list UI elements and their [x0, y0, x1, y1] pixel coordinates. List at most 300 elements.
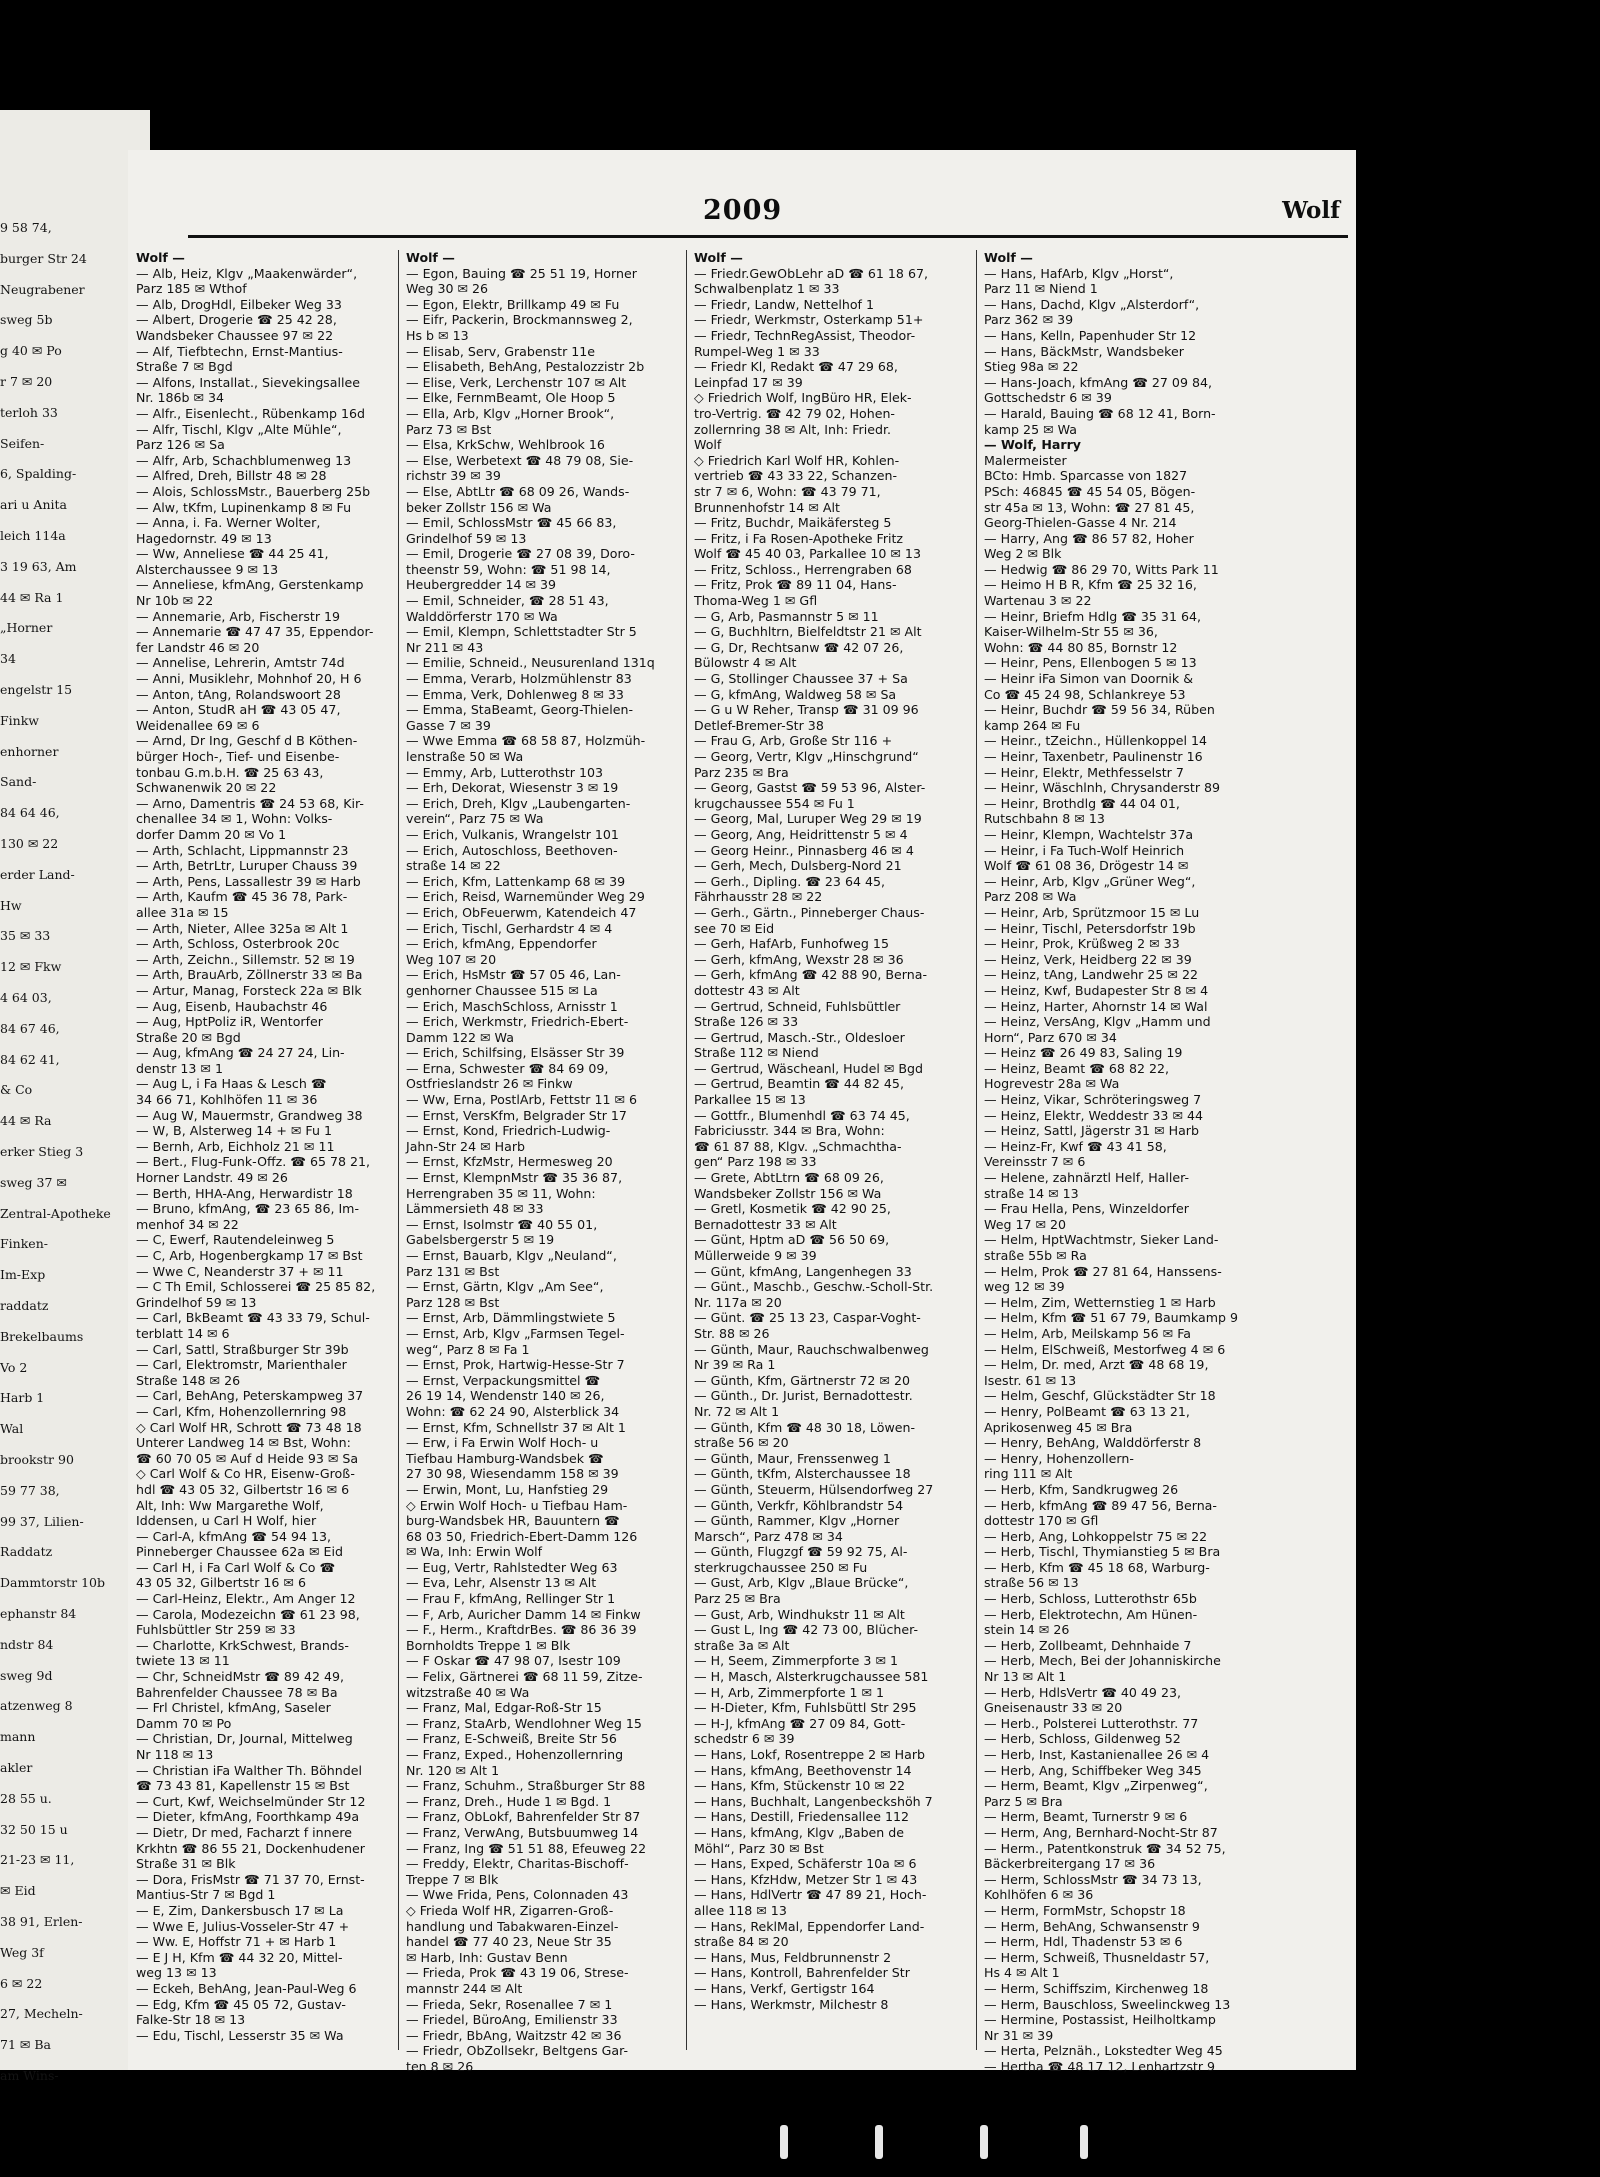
directory-entry-line: — Gertrud, Masch.-Str., Oldesloer — [694, 1029, 905, 1045]
directory-entry-line: straße 84 ✉ 20 — [694, 1934, 789, 1950]
column-heading: Wolf — — [984, 250, 1033, 265]
left-page-text: ndstr 84 — [0, 1636, 54, 1652]
directory-entry-line: — Heinz, Beamt ☎ 68 82 22, — [984, 1060, 1170, 1076]
directory-entry-line: — Alfr, Tischl, Klgv „Alte Mühle“, — [136, 421, 342, 437]
directory-entry-line: — Harry, Ang ☎ 86 57 82, Hoher — [984, 530, 1194, 546]
directory-entry-line: — Herb, Zollbeamt, Dehnhaide 7 — [984, 1637, 1192, 1653]
directory-entry-line: — Herm., Patentkonstruk ☎ 34 52 75, — [984, 1840, 1226, 1856]
directory-entry-line: Hs b ✉ 13 — [406, 327, 469, 343]
directory-entry-line: Bäckerbreitergang 17 ✉ 36 — [984, 1856, 1156, 1872]
film-mark — [1080, 2125, 1088, 2159]
directory-entry-line: Weg 107 ✉ 20 — [406, 951, 497, 967]
directory-entry-line: Horn“, Parz 670 ✉ 34 — [984, 1029, 1117, 1045]
directory-entry-line: Parz 235 ✉ Bra — [694, 764, 789, 780]
directory-entry-line: Weg 2 ✉ Blk — [984, 546, 1062, 562]
directory-entry-line: Parz 362 ✉ 39 — [984, 312, 1074, 328]
left-page-text: g 40 ✉ Po — [0, 343, 62, 359]
directory-entry-line: — Hans, Kfm, Stückenstr 10 ✉ 22 — [694, 1778, 906, 1794]
left-page-text: akler — [0, 1760, 33, 1775]
directory-entry-line: 27 30 98, Wiesendamm 158 ✉ 39 — [406, 1466, 619, 1482]
directory-entry-line: — Gretl, Kosmetik ☎ 42 90 25, — [694, 1201, 891, 1217]
directory-entry-line: — Wwe Emma ☎ 68 58 87, Holzmüh- — [406, 733, 646, 749]
directory-entry-line: — Friedr Kl, Redakt ☎ 47 29 68, — [694, 359, 898, 375]
directory-entry-line: Wohn: ☎ 62 24 90, Alsterblick 34 — [406, 1403, 620, 1419]
directory-entry-line: ten 8 ✉ 26 — [406, 2058, 474, 2074]
directory-entry-line: — Emma, Verarb, Holzmühlenstr 83 — [406, 671, 632, 687]
directory-entry-line: — Herm, Bauschloss, Sweelinckweg 13 — [984, 1996, 1231, 2012]
directory-entry-line: — Hans, Kontroll, Bahrenfelder Str — [694, 1965, 910, 1981]
directory-entry-line: — Arnd, Dr Ing, Geschf d B Köthen- — [136, 733, 358, 749]
directory-entry-line: — Günt, kfmAng, Langenhegen 33 — [694, 1263, 912, 1279]
directory-entry-line: Treppe 7 ✉ Blk — [406, 1871, 499, 1887]
directory-entry-line: — Carl, Kfm, Hohenzollernring 98 — [136, 1403, 347, 1419]
directory-entry-line: — Hermine, Postassist, Heilholtkamp — [984, 2012, 1216, 2028]
directory-entry-line: — Herb., Polsterei Lutterothstr. 77 — [984, 1715, 1199, 1731]
running-head: Wolf — [1282, 197, 1340, 224]
directory-entry-line: Gasse 7 ✉ 39 — [406, 717, 491, 733]
left-page-text: enhorner — [0, 743, 59, 759]
directory-entry-line: — Arno, Damentris ☎ 24 53 68, Kir- — [136, 795, 364, 811]
directory-entry-line: Straße 7 ✉ Bgd — [136, 359, 233, 375]
directory-entry-line: — Anton, StudR aH ☎ 43 05 47, — [136, 702, 341, 718]
directory-entry-line: — Frau G, Arb, Große Str 116 + — [694, 733, 893, 749]
directory-entry-line: Straße 112 ✉ Niend — [694, 1045, 819, 1061]
directory-entry-line: — Erich, Schilfsing, Elsässer Str 39 — [406, 1045, 625, 1061]
directory-entry-line: theenstr 59, Wohn: ☎ 51 98 14, — [406, 561, 611, 577]
directory-entry-line: — Günth, Steuerm, Hülsendorfweg 27 — [694, 1481, 934, 1497]
directory-entry-line: — Heimo H B R, Kfm ☎ 25 32 16, — [984, 577, 1197, 593]
directory-entry-line: — Georg, Gastst ☎ 59 53 96, Alster- — [694, 780, 926, 796]
directory-entry-line: — Helm, Prok ☎ 27 81 64, Hanssens- — [984, 1263, 1222, 1279]
directory-entry-line: Nr 31 ✉ 39 — [984, 2027, 1054, 2043]
directory-entry-line: Bülowstr 4 ✉ Alt — [694, 655, 797, 671]
directory-entry-line: — Alfr, Arb, Schachblumenweg 13 — [136, 452, 352, 468]
directory-entry-line: — Henry, Hohenzollern- — [984, 1450, 1134, 1466]
directory-entry-line: 34 66 71, Kohlhöfen 11 ✉ 36 — [136, 1092, 318, 1108]
page-header — [128, 195, 1356, 235]
left-page-text: erder Land- — [0, 866, 75, 882]
directory-entry-line: — Arth, BetrLtr, Luruper Chauss 39 — [136, 858, 358, 874]
directory-entry-line: ◇ Carl Wolf & Co HR, Eisenw-Groß- — [136, 1466, 355, 1482]
directory-entry-line: Leinpfad 17 ✉ 39 — [694, 374, 803, 390]
directory-entry-line: ◇ Frieda Wolf HR, Zigarren-Groß- — [406, 1902, 614, 1918]
directory-entry-line: Wohn: ☎ 44 80 85, Bornstr 12 — [984, 639, 1178, 655]
directory-entry-line: Parz 11 ✉ Niend 1 — [984, 281, 1098, 297]
directory-entry-line: — Hans, Werkmstr, Milchestr 8 — [694, 1996, 889, 2012]
left-page-text: 9 58 74, — [0, 220, 52, 235]
directory-entry-line: Horner Landstr. 49 ✉ 26 — [136, 1170, 288, 1186]
directory-entry-line: — Günth, tKfm, Alsterchaussee 18 — [694, 1466, 911, 1482]
directory-entry-line: — Dieter, kfmAng, Foorthkamp 49a — [136, 1809, 360, 1825]
directory-entry-line: str 45a ✉ 13, Wohn: ☎ 27 81 45, — [984, 499, 1195, 515]
directory-entry-line: — Frau F, kfmAng, Rellinger Str 1 — [406, 1591, 616, 1607]
directory-entry-line: zollernring 38 ✉ Alt, Inh: Friedr. — [694, 421, 891, 437]
left-page-text: & Co — [0, 1082, 33, 1098]
left-page-text: „Horner — [0, 620, 53, 636]
directory-entry-line: Aprikosenweg 45 ✉ Bra — [984, 1419, 1133, 1435]
directory-entry-line: — Carl, Elektromstr, Marienthaler — [136, 1357, 347, 1373]
directory-entry-line: — Günth., Dr. Jurist, Bernadottestr. — [694, 1388, 913, 1404]
directory-entry-line: — Arth, Nieter, Allee 325a ✉ Alt 1 — [136, 920, 349, 936]
directory-entry-line: — Frau Hella, Pens, Winzeldorfer — [984, 1201, 1189, 1217]
left-page-text: sweg 37 ✉ — [0, 1174, 67, 1190]
directory-entry-line: Kaiser-Wilhelm-Str 55 ✉ 36, — [984, 624, 1158, 640]
directory-entry-line: Wartenau 3 ✉ 22 — [984, 593, 1092, 609]
directory-entry-line: — Emmy, Arb, Lutterothstr 103 — [406, 764, 603, 780]
column-divider — [686, 250, 687, 2050]
directory-entry-line: ring 111 ✉ Alt — [984, 1466, 1073, 1482]
directory-entry-line: — Bert., Flug-Funk-Offz. ☎ 65 78 21, — [136, 1154, 371, 1170]
directory-entry-line: — Franz, ObLokf, Bahrenfelder Str 87 — [406, 1809, 641, 1825]
directory-entry-line: Parz 126 ✉ Sa — [136, 437, 225, 453]
directory-entry-line: — Aug, kfmAng ☎ 24 27 24, Lin- — [136, 1045, 345, 1061]
directory-entry-line: — Heinr, Arb, Sprützmoor 15 ✉ Lu — [984, 904, 1200, 920]
directory-entry-line: Stieg 98a ✉ 22 — [984, 359, 1079, 375]
directory-entry-line: — H-Dieter, Kfm, Fuhlsbüttl Str 295 — [694, 1700, 917, 1716]
directory-entry-line: — Ernst, Kond, Friedrich-Ludwig- — [406, 1123, 611, 1139]
directory-entry-line: Fuhlsbüttler Str 259 ✉ 33 — [136, 1622, 296, 1638]
directory-entry-line: — Carl-A, kfmAng ☎ 54 94 13, — [136, 1528, 332, 1544]
directory-entry-line: — Emma, Verk, Dohlenweg 8 ✉ 33 — [406, 686, 624, 702]
left-page-text: Finkw — [0, 712, 39, 728]
left-page-text: 84 67 46, — [0, 1020, 60, 1036]
left-page-text: Wal — [0, 1421, 24, 1437]
directory-entry-line: — Egon, Bauing ☎ 25 51 19, Horner — [406, 265, 637, 281]
left-page-text: Harb 1 — [0, 1390, 45, 1406]
directory-entry-line: weg 12 ✉ 39 — [984, 1279, 1065, 1295]
left-page-text: 84 62 41, — [0, 1051, 60, 1067]
directory-entry-line: — Hans, Kelln, Papenhuder Str 12 — [984, 327, 1197, 343]
directory-entry-line: Nr. 72 ✉ Alt 1 — [694, 1403, 780, 1419]
directory-entry-line: — F., Herm., KraftdrBes. ☎ 86 36 39 — [406, 1622, 637, 1638]
directory-entry-line: Rumpel-Weg 1 ✉ 33 — [694, 343, 820, 359]
directory-entry-line: — Christian, Dr, Journal, Mittelweg — [136, 1731, 353, 1747]
directory-page — [128, 150, 1356, 2074]
directory-entry-line: — Edg, Kfm ☎ 45 05 72, Gustav- — [136, 1996, 346, 2012]
directory-entry-line: — Günt, Hptm aD ☎ 56 50 69, — [694, 1232, 890, 1248]
directory-entry-line: Parz 73 ✉ Bst — [406, 421, 492, 437]
directory-entry-line: — Ernst, KfzMstr, Hermesweg 20 — [406, 1154, 613, 1170]
directory-entry-line: — Herm, FormMstr, Schopstr 18 — [984, 1902, 1186, 1918]
directory-entry-line: Nr. 120 ✉ Alt 1 — [406, 1762, 500, 1778]
column-heading: Wolf — — [694, 250, 743, 265]
directory-entry-line: Weg 30 ✉ 26 — [406, 281, 489, 297]
left-page-text: ✉ Eid — [0, 1883, 36, 1899]
directory-entry-line: kamp 25 ✉ Wa — [984, 421, 1078, 437]
directory-entry-line: — Dora, FrisMstr ☎ 71 37 70, Ernst- — [136, 1871, 365, 1887]
directory-entry-line: — Gertrud, Schneid, Fuhlsbüttler — [694, 998, 901, 1014]
directory-entry-line: — Heinr, i Fa Tuch-Wolf Heinrich — [984, 842, 1185, 858]
directory-entry-line: — Alfred, Dreh, Billstr 48 ✉ 28 — [136, 468, 327, 484]
directory-entry-line: — Emil, SchlossMstr ☎ 45 66 83, — [406, 515, 617, 531]
directory-entry-line: — Carl, Sattl, Straßburger Str 39b — [136, 1341, 349, 1357]
directory-entry-line: — G, Dr, Rechtsanw ☎ 42 07 26, — [694, 639, 904, 655]
directory-entry-line: — G, Arb, Pasmannstr 5 ✉ 11 — [694, 608, 879, 624]
directory-entry-line: — Helene, zahnärztl Helf, Haller- — [984, 1170, 1190, 1186]
left-page-text: Seifen- — [0, 435, 45, 451]
directory-entry-line: Unterer Landweg 14 ✉ Bst, Wohn: — [136, 1435, 351, 1451]
film-mark — [875, 2125, 883, 2159]
directory-entry-line: — H, Masch, Alsterkrugchaussee 581 — [694, 1669, 929, 1685]
left-page-text: burger Str 24 — [0, 250, 87, 266]
left-page-text: Weg 3f — [0, 1944, 44, 1960]
directory-entry-line: — Hans, KfzHdw, Metzer Str 1 ✉ 43 — [694, 1871, 918, 1887]
directory-entry-line: — Franz, Exped., Hohenzollernring — [406, 1747, 624, 1762]
directory-entry-line: handlung und Tabakwaren-Einzel- — [406, 1918, 619, 1934]
directory-entry-line: str 7 ✉ 6, Wohn: ☎ 43 79 71, — [694, 483, 881, 499]
directory-entry-line: 68 03 50, Friedrich-Ebert-Damm 126 — [406, 1528, 638, 1544]
directory-entry-line: — Günt., Maschb., Geschw.-Scholl-Str. — [694, 1279, 934, 1295]
directory-entry-line: — Ernst, Isolmstr ☎ 40 55 01, — [406, 1216, 598, 1232]
directory-entry-line: Wolf ☎ 61 08 36, Drögestr 14 ✉ — [984, 858, 1189, 874]
directory-entry-line: — Frieda, Prok ☎ 43 19 06, Strese- — [406, 1965, 629, 1981]
directory-entry-line: — Annemarie ☎ 47 47 35, Eppendor- — [136, 624, 374, 640]
directory-entry-line: dottestr 170 ✉ Gfl — [984, 1513, 1099, 1529]
directory-entry-line: — Erich, Autoschloss, Beethoven- — [406, 842, 618, 858]
directory-entry-line: ☎ 61 87 88, Klgv. „Schmachtha- — [694, 1138, 902, 1154]
directory-entry-line: — Herm, SchlossMstr ☎ 34 73 13, — [984, 1871, 1202, 1887]
left-page-text: 44 ✉ Ra 1 — [0, 589, 64, 605]
directory-entry-line: — Heinz, Vikar, Schröteringsweg 7 — [984, 1092, 1202, 1108]
directory-entry-line: dorfer Damm 20 ✉ Vo 1 — [136, 826, 287, 842]
directory-entry-line: — Frieda, Sekr, Rosenallee 7 ✉ 1 — [406, 1996, 613, 2012]
directory-entry-line: — Fritz, Buchdr, Maikäfersteg 5 — [694, 515, 892, 531]
directory-entry-line: BCto: Hmb. Sparcasse von 1827 — [984, 468, 1188, 484]
directory-entry-line: — Franz, Dreh., Hude 1 ✉ Bgd. 1 — [406, 1793, 612, 1809]
directory-entry-line: menhof 34 ✉ 22 — [136, 1216, 239, 1232]
directory-entry-line: — Arth, Zeichn., Sillemstr. 52 ✉ 19 — [136, 951, 355, 967]
directory-entry-line: beker Zollstr 156 ✉ Wa — [406, 499, 552, 515]
directory-entry-line: Hogrevestr 28a ✉ Wa — [984, 1076, 1120, 1092]
directory-entry-line: — Erich, Werkmstr, Friedrich-Ebert- — [406, 1014, 629, 1030]
left-page-text: sweg 5b — [0, 312, 53, 328]
directory-entry-line: — Carola, Modezeichn ☎ 61 23 98, — [136, 1606, 360, 1622]
directory-entry-line: — Egon, Elektr, Brillkamp 49 ✉ Fu — [406, 296, 620, 312]
directory-entry-line: — Alois, SchlossMstr., Bauerberg 25b — [136, 483, 371, 499]
directory-entry-line: ☎ 60 70 05 ✉ Auf d Heide 93 ✉ Sa — [136, 1450, 359, 1466]
directory-entry-line: — Gerh., Gärtn., Pinneberger Chaus- — [694, 904, 925, 920]
directory-entry-line: — W, B, Alsterweg 14 + ✉ Fu 1 — [136, 1123, 332, 1139]
directory-entry-line: — Herb, Ang, Schiffbeker Weg 345 — [984, 1762, 1202, 1778]
directory-entry-line: — Ernst, Verpackungsmittel ☎ — [406, 1372, 601, 1388]
directory-entry-line: Wolf — [694, 437, 722, 453]
directory-entry-line: ◇ Erwin Wolf Hoch- u Tiefbau Ham- — [406, 1497, 628, 1513]
header-rule — [188, 235, 1348, 238]
directory-entry-line: vertrieb ☎ 43 33 22, Schanzen- — [694, 468, 898, 484]
directory-entry-line: Rutschbahn 8 ✉ 13 — [984, 811, 1105, 827]
left-page-text: 35 ✉ 33 — [0, 928, 51, 944]
directory-entry-line: — H, Seem, Zimmerpforte 3 ✉ 1 — [694, 1653, 899, 1669]
directory-entry-line: — Herb, Tischl, Thymianstieg 5 ✉ Bra — [984, 1544, 1221, 1560]
directory-entry-line: — Arth, Kaufm ☎ 45 36 78, Park- — [136, 889, 348, 905]
left-page-text: 3 19 63, Am — [0, 558, 77, 574]
directory-entry-line: Heubergredder 14 ✉ 39 — [406, 577, 557, 593]
left-page-text: atzenweg 8 — [0, 1698, 73, 1714]
directory-entry-line: — Franz, StaArb, Wendlohner Weg 15 — [406, 1715, 642, 1731]
left-page-text: am Wins- — [0, 2068, 59, 2083]
directory-entry-line: — Elisabeth, BehAng, Pestalozzistr 2b — [406, 359, 645, 375]
directory-entry-line: ◇ Carl Wolf HR, Schrott ☎ 73 48 18 — [136, 1419, 362, 1435]
left-page-text: 12 ✉ Fkw — [0, 959, 62, 975]
directory-entry-line: — G u W Reher, Transp ☎ 31 09 96 — [694, 702, 919, 718]
directory-entry-line: — H, Arb, Zimmerpforte 1 ✉ 1 — [694, 1684, 885, 1700]
directory-entry-line: — Annemarie, Arb, Fischerstr 19 — [136, 608, 341, 624]
directory-entry-line: — Gerh., Dipling. ☎ 23 64 45, — [694, 873, 885, 889]
directory-entry-line: — Günth, Maur, Frenssenweg 1 — [694, 1450, 891, 1466]
left-page-text: 34 — [0, 651, 16, 667]
directory-entry-line: — F Oskar ☎ 47 98 07, Isestr 109 — [406, 1653, 621, 1669]
directory-entry-line: — C, Arb, Hogenbergkamp 17 ✉ Bst — [136, 1248, 363, 1263]
directory-entry-line: — Erich, Reisd, Warnemünder Weg 29 — [406, 889, 645, 905]
left-page-text: Dammtorstr 10b — [0, 1575, 105, 1591]
directory-entry-line: — Hans, Exped, Schäferstr 10a ✉ 6 — [694, 1856, 917, 1872]
directory-entry-line: Thoma-Weg 1 ✉ Gfl — [694, 593, 818, 609]
directory-entry-line: — Carl, BehAng, Peterskampweg 37 — [136, 1388, 364, 1404]
left-page-text: 84 64 46, — [0, 805, 60, 821]
page-number: 2009 — [703, 195, 783, 226]
directory-entry-line: allee 31a ✉ 15 — [136, 904, 229, 920]
film-mark — [980, 2125, 988, 2159]
directory-entry-line: — Hans, Lokf, Rosentreppe 2 ✉ Harb — [694, 1747, 926, 1762]
directory-entry-line: — Herta, Pelznäh., Lokstedter Weg 45 — [984, 2043, 1223, 2059]
directory-entry-line: ◇ Friedrich Karl Wolf HR, Kohlen- — [694, 452, 900, 468]
directory-entry-line: — Gerh, HafArb, Funhofweg 15 — [694, 936, 889, 952]
directory-entry-line: Parz 185 ✉ Wthof — [136, 281, 247, 297]
directory-entry-line: Grindelhof 59 ✉ 13 — [406, 530, 527, 546]
directory-entry-line: Nr 13 ✉ Alt 1 — [984, 1669, 1067, 1685]
directory-entry-line: — Ww. E, Hoffstr 71 + ✉ Harb 1 — [136, 1934, 337, 1950]
left-page-text: terloh 33 — [0, 404, 58, 420]
directory-entry-line: Nr 10b ✉ 22 — [136, 593, 214, 609]
directory-entry-line: Fährhausstr 28 ✉ 22 — [694, 889, 823, 905]
directory-entry-line: Vereinsstr 7 ✉ 6 — [984, 1154, 1086, 1170]
directory-entry-line: — Erw, i Fa Erwin Wolf Hoch- u — [406, 1435, 599, 1451]
left-page-text: 6 ✉ 22 — [0, 1975, 43, 1991]
directory-entry-line: kamp 264 ✉ Fu — [984, 717, 1081, 733]
directory-entry-line: — Franz, Schuhm., Straßburger Str 88 — [406, 1778, 646, 1794]
directory-entry-line: PSch: 46845 ☎ 45 54 05, Bögen- — [984, 483, 1196, 499]
directory-entry-line: — Charlotte, KrkSchwest, Brands- — [136, 1637, 349, 1653]
directory-entry-line: Grindelhof 59 ✉ 13 — [136, 1294, 257, 1310]
directory-entry-line: — Erwin, Mont, Lu, Hanfstieg 29 — [406, 1481, 609, 1497]
directory-entry-line: Weidenallee 69 ✉ 6 — [136, 717, 260, 733]
directory-entry-line: Kohlhöfen 6 ✉ 36 — [984, 1887, 1094, 1903]
directory-entry-line: — Friedr, Werkmstr, Osterkamp 51+ — [694, 312, 924, 328]
directory-entry-line: — Else, AbtLtr ☎ 68 09 26, Wands- — [406, 483, 630, 499]
directory-entry-line: burg-Wandsbek HR, Bauuntern ☎ — [406, 1513, 620, 1529]
directory-entry-line: — Curt, Kwf, Weichselmünder Str 12 — [136, 1793, 366, 1809]
directory-entry-line: — Günth, Kfm, Gärtnerstr 72 ✉ 20 — [694, 1372, 911, 1388]
directory-entry-line: — Elise, Verk, Lerchenstr 107 ✉ Alt — [406, 374, 627, 390]
directory-entry-line: — Heinr, Tischl, Petersdorfstr 19b — [984, 920, 1196, 936]
directory-entry-line: — Ernst, Prok, Hartwig-Hesse-Str 7 — [406, 1357, 625, 1373]
left-page-text: 21-23 ✉ 11, — [0, 1852, 75, 1868]
directory-entry-line: — Herb, kfmAng ☎ 89 47 56, Berna- — [984, 1497, 1217, 1513]
directory-entry-line: Nr. 117a ✉ 20 — [694, 1294, 782, 1310]
directory-entry-line: — Wwe C, Neanderstr 37 + ✉ 11 — [136, 1263, 344, 1279]
directory-entry-line: — Erich, MaschSchloss, Arnisstr 1 — [406, 998, 618, 1014]
directory-entry-line: — Heinr, Briefm Hdlg ☎ 35 31 64, — [984, 608, 1201, 624]
directory-entry-line: terblatt 14 ✉ 6 — [136, 1325, 230, 1341]
directory-entry-line: Nr 118 ✉ 13 — [136, 1747, 214, 1762]
directory-entry-line: — Alw, tKfm, Lupinenkamp 8 ✉ Fu — [136, 499, 352, 515]
directory-entry-line: straße 3a ✉ Alt — [694, 1637, 790, 1653]
directory-entry-line: — Herb, HdlsVertr ☎ 40 49 23, — [984, 1684, 1181, 1700]
directory-entry-line: — Friedr, TechnRegAssist, Theodor- — [694, 327, 916, 343]
directory-entry-line: — Herm, Hdl, Thadenstr 53 ✉ 6 — [984, 1934, 1183, 1950]
directory-entry-line: — Friedr, Landw, Nettelhof 1 — [694, 296, 874, 312]
directory-entry-line: — Helm, Zim, Wetternstieg 1 ✉ Harb — [984, 1294, 1216, 1310]
directory-entry-line: — Erich, ObFeuerwm, Katendeich 47 — [406, 904, 637, 920]
directory-entry-line: — Frl Christel, kfmAng, Saseler — [136, 1700, 331, 1716]
directory-entry-line: allee 118 ✉ 13 — [694, 1902, 787, 1918]
directory-entry-line: straße 56 ✉ 13 — [984, 1575, 1079, 1591]
directory-entry-line: — Hans, BäckMstr, Wandsbeker — [984, 343, 1184, 359]
directory-entry-line: verein“, Parz 75 ✉ Wa — [406, 811, 544, 827]
directory-entry-line: — Erich, Dreh, Klgv „Laubengarten- — [406, 795, 631, 811]
directory-entry-line: — Heinz, Sattl, Jägerstr 31 ✉ Harb — [984, 1123, 1199, 1139]
directory-entry-line: Gneisenaustr 33 ✉ 20 — [984, 1700, 1123, 1716]
directory-entry-line: — Aug L, i Fa Haas & Lesch ☎ — [136, 1076, 327, 1092]
directory-entry-line: — Gottfr., Blumenhdl ☎ 63 74 45, — [694, 1107, 910, 1123]
directory-entry-line: Ostfrieslandstr 26 ✉ Finkw — [406, 1076, 573, 1092]
column-heading: Wolf — — [406, 250, 455, 265]
left-page-text: Hw — [0, 897, 22, 913]
directory-entry-line: tro-Vertrig. ☎ 42 79 02, Hohen- — [694, 405, 895, 421]
directory-entry-line: lenstraße 50 ✉ Wa — [406, 749, 524, 764]
directory-entry-line: — Hans-Joach, kfmAng ☎ 27 09 84, — [984, 374, 1212, 390]
directory-entry-line: straße 14 ✉ 22 — [406, 858, 501, 874]
directory-entry-line: Detlef-Bremer-Str 38 — [694, 717, 824, 733]
directory-entry-line: straße 56 ✉ 20 — [694, 1435, 789, 1451]
directory-entry-line: — Alb, DrogHdl, Eilbeker Weg 33 — [136, 296, 342, 312]
directory-entry-line: Krkhtn ☎ 86 55 21, Dockenhudener — [136, 1840, 365, 1856]
directory-entry-line: — Gerh, kfmAng, Wexstr 28 ✉ 36 — [694, 951, 904, 967]
left-page-text: Finken- — [0, 1236, 48, 1252]
left-page-text: 99 37, Lilien- — [0, 1513, 84, 1529]
directory-entry-line: — Artur, Manag, Forsteck 22a ✉ Blk — [136, 982, 362, 998]
directory-entry-line: — Eckeh, BehAng, Jean-Paul-Weg 6 — [136, 1980, 357, 1996]
directory-entry-line: Parz 25 ✉ Bra — [694, 1591, 781, 1607]
directory-entry-line: — Ella, Arb, Klgv „Horner Brook“, — [406, 405, 615, 421]
directory-entry-line: Str. 88 ✉ 26 — [694, 1325, 770, 1341]
directory-entry-line: Bahrenfelder Chaussee 78 ✉ Ba — [136, 1684, 338, 1700]
directory-entry-line: — Franz, Ing ☎ 51 51 88, Efeuweg 22 — [406, 1840, 647, 1856]
directory-entry-line: ✉ Harb, Inh: Gustav Benn — [406, 1949, 568, 1965]
directory-entry-line: — Henry, PolBeamt ☎ 63 13 21, — [984, 1403, 1190, 1419]
directory-entry-line: Falke-Str 18 ✉ 13 — [136, 2012, 246, 2028]
directory-entry-line: — Helm, Geschf, Glückstädter Str 18 — [984, 1388, 1216, 1404]
directory-entry-line: — Anton, tAng, Rolandswoort 28 — [136, 686, 341, 702]
left-page-text: Sand- — [0, 774, 37, 790]
directory-entry-line: — Helm, HptWachtmstr, Sieker Land- — [984, 1232, 1219, 1248]
directory-entry-line: Straße 148 ✉ 26 — [136, 1372, 241, 1388]
directory-entry-line: Nr. 186b ✉ 34 — [136, 390, 225, 406]
directory-entry-line: — Eifr, Packerin, Brockmannsweg 2, — [406, 312, 633, 328]
directory-entry-line: — Arth, Schlacht, Lippmannstr 23 — [136, 842, 349, 858]
directory-entry-line: hdl ☎ 43 05 32, Gilbertstr 16 ✉ 6 — [136, 1481, 350, 1497]
directory-entry-line: straße 55b ✉ Ra — [984, 1248, 1087, 1263]
directory-entry-line: — Heinr, Pens, Ellenbogen 5 ✉ 13 — [984, 655, 1197, 671]
directory-entry-line: — Erich, Tischl, Gerhardstr 4 ✉ 4 — [406, 920, 613, 936]
directory-entry-line: — Hans, kfmAng, Klgv „Baben de — [694, 1824, 905, 1840]
directory-entry-line: witzstraße 40 ✉ Wa — [406, 1684, 530, 1700]
column-divider — [976, 250, 977, 2050]
directory-entry-line: — Herb, Kfm, Sandkrugweg 26 — [984, 1481, 1179, 1497]
directory-entry-line: 43 05 32, Gilbertstr 16 ✉ 6 — [136, 1575, 306, 1591]
directory-entry-line: — Herb, Elektrotechn, Am Hünen- — [984, 1606, 1198, 1622]
left-page-text: 59 77 38, — [0, 1482, 60, 1498]
